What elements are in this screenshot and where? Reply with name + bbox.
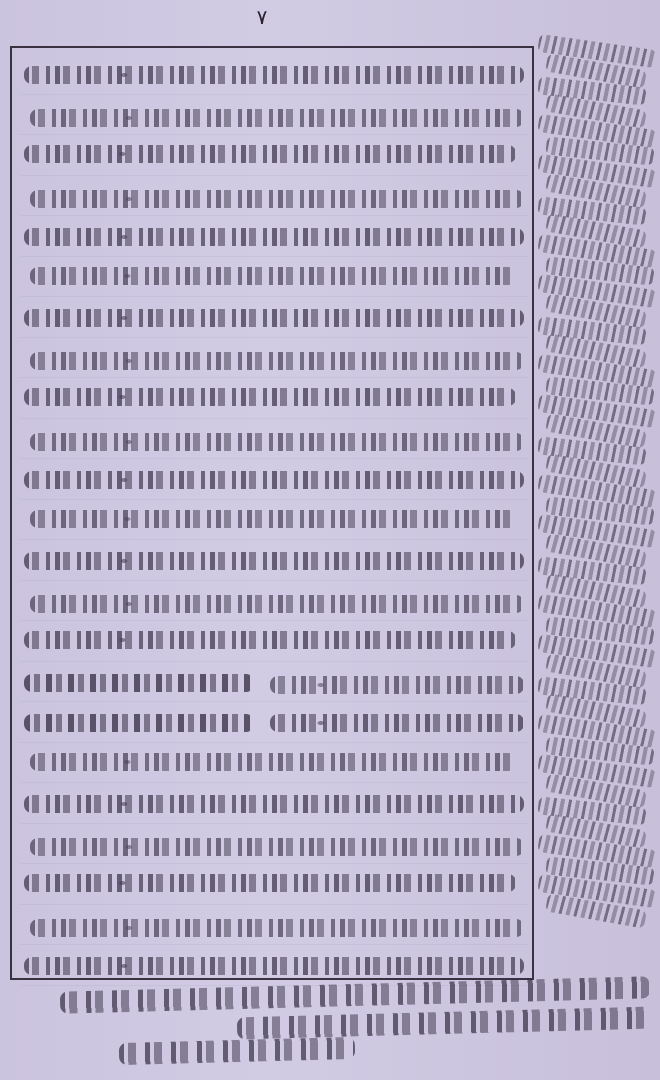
page-number: ۷: [256, 5, 268, 29]
text-line: [20, 905, 528, 946]
marginal-annotation: [538, 40, 656, 1000]
handwriting-ink: [24, 874, 516, 892]
main-text-frame: [10, 46, 534, 980]
text-line: [20, 621, 528, 662]
handwriting-ink: [24, 552, 524, 570]
handwriting-ink: [270, 714, 524, 732]
handwriting-ink: [24, 714, 254, 732]
handwriting-ink: [24, 228, 524, 246]
handwriting-ink: [30, 838, 524, 856]
handwriting-ink: [24, 674, 254, 692]
handwriting-ink: [30, 919, 524, 937]
handwriting-ink: [24, 795, 524, 813]
handwriting-ink: [30, 595, 524, 613]
handwriting-ink: [24, 388, 516, 406]
text-line: [20, 783, 528, 824]
handwriting-ink: [24, 66, 524, 84]
handwriting-ink: [30, 190, 524, 208]
text-line: [20, 95, 528, 136]
text-line: [20, 419, 528, 460]
footer-annotation: [60, 984, 650, 1074]
footer-handwriting: [119, 1037, 355, 1065]
handwriting-ink: [270, 676, 524, 694]
text-line: [20, 257, 528, 298]
text-line: [20, 378, 528, 419]
handwriting-ink: [30, 352, 524, 370]
text-line: [20, 581, 528, 622]
handwriting-ink: [30, 753, 516, 771]
handwriting-ink: [30, 109, 524, 127]
text-line: [20, 743, 528, 784]
handwriting-ink: [30, 267, 516, 285]
handwriting-ink: [30, 433, 524, 451]
text-line: [20, 135, 528, 176]
text-line: [20, 459, 528, 500]
handwriting-ink: [24, 957, 524, 975]
text-line: [20, 864, 528, 905]
text-line: [20, 176, 528, 217]
main-text-lines: [20, 54, 528, 974]
text-line: [20, 702, 528, 743]
text-line: [20, 945, 528, 986]
handwriting-ink: [30, 510, 516, 528]
text-line: [20, 54, 528, 95]
text-line: [20, 662, 528, 703]
text-line: [20, 297, 528, 338]
text-line: [20, 216, 528, 257]
footer-handwriting: [237, 1007, 650, 1040]
handwriting-ink: [24, 309, 524, 327]
text-line: [20, 338, 528, 379]
handwriting-ink: [24, 145, 516, 163]
text-line: [20, 540, 528, 581]
handwriting-ink: [24, 471, 524, 489]
text-line: [20, 824, 528, 865]
text-line: [20, 500, 528, 541]
handwriting-ink: [24, 631, 516, 649]
